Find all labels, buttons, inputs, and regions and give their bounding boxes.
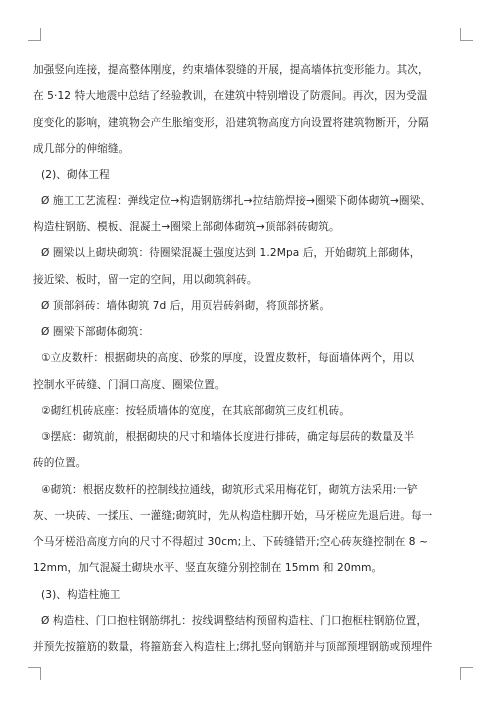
- paragraph-line: ②砌红机砖底座：按轻质墙体的宽度，在其底部砌筑三皮红机砖。: [41, 405, 351, 417]
- paragraph-line: 成几部分的伸缩缝。: [33, 143, 130, 155]
- crop-mark-top-right: [460, 28, 473, 41]
- paragraph-line: 控制水平砖缝、门洞口高度、圈梁位置。: [33, 379, 226, 391]
- paragraph-line: 在 5·12 特大地震中总结了经验教训，在建筑中特别增设了防震间。再次，因为受温: [33, 90, 428, 102]
- paragraph-line: ①立皮数杆：根据砌块的高度、砂浆的厚度，设置皮数杆，每面墙体两个，用以: [41, 352, 415, 364]
- paragraph-line: Ø 圈梁下部砌体砌筑：: [41, 326, 150, 338]
- paragraph-line: ③摆底：砌筑前，根据砌块的尺寸和墙体长度进行排砖，确定每层砖的数量及半: [41, 431, 415, 443]
- paragraph-line: 度变化的影响，建筑物会产生胀缩变形，沿建筑物高度方向设置将建筑物断开，分隔: [33, 117, 429, 129]
- paragraph-line: 加强竖向连接，提高整体刚度，约束墙体裂缝的开展，提高墙体抗变形能力。其次，: [33, 64, 429, 76]
- paragraph-line: Ø 构造柱、门口抱柱钢筋绑扎：按线调整结构预留构造柱、门口抱框柱钢筋位置，: [41, 615, 428, 627]
- paragraph-line: 构造柱钢筋、模板、混凝土→圈梁上部砌体砌筑→顶部斜砖砌筑。: [33, 221, 340, 233]
- section-heading: (2)、砌体工程: [41, 169, 110, 181]
- paragraph-line: 个马牙槎沿高度方向的尺寸不得超过 30cm;上、下砖缝错开;空心砖灰缝控制在 8 ~: [33, 536, 429, 548]
- paragraph-line: 12mm，加气混凝土砌块水平、竖直灰缝分别控制在 15mm 和 20mm。: [33, 562, 383, 574]
- paragraph-line: 灰、一块砖、一揉压、一灌缝;砌筑时，先从构造柱脚开始，马牙槎应先退后进。每一: [33, 510, 433, 522]
- paragraph-line: Ø 顶部斜砖：墙体砌筑 7d 后，用页岩砖斜砌，将顶部挤紧。: [41, 300, 331, 312]
- crop-mark-bottom-right: [460, 667, 473, 680]
- paragraph-line: 并预先按箍筋的数量，将箍筋套入构造柱上;绑扎竖向钢筋并与顶部预埋钢筋或预埋件: [33, 641, 433, 653]
- crop-mark-top-left: [28, 28, 41, 41]
- section-heading: (3)、构造柱施工: [41, 589, 121, 601]
- paragraph-line: ④砌筑：根据皮数杆的控制线拉通线，砌筑形式采用梅花钉，砌筑方法采用:一铲: [41, 484, 418, 496]
- paragraph-line: 接近梁、板时，留一定的空间，用以砌筑斜砖。: [33, 274, 258, 286]
- crop-mark-bottom-left: [28, 667, 41, 680]
- paragraph-line: Ø 圈梁以上砌块砌筑：待圈梁混凝土强度达到 1.2Mpa 后，开始砌筑上部砌体，: [41, 247, 421, 259]
- paragraph-line: Ø 施工工艺流程：弹线定位→构造钢筋绑扎→拉结筋焊接→圈梁下砌体砌筑→圈梁、: [41, 195, 432, 207]
- paragraph-line: 砖的位置。: [33, 457, 87, 469]
